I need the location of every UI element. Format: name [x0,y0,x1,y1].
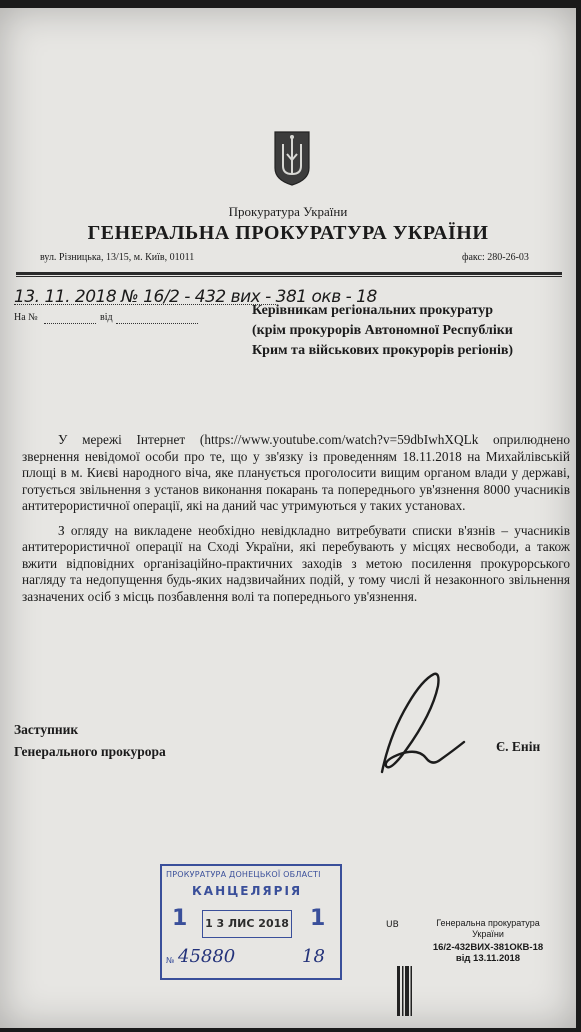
reference-date-label: від [100,312,113,323]
body-paragraph: У мережі Інтернет (https://www.youtube.com/watch?v=59dbIwhXQLk оприлюднено звернення невідомої особи про те, що у зв'язку із проведенням 18.11.2018 на Михайлівській площі в м. Києві народного віча, яке планується проголосити вищим органом влади у державі, готується звільнення з установ виконання покарань та попереднього ув'язнення 8000 учасників антитерористичної операції, які на даний час утримуються у таких установах. [22,432,570,513]
org-name-title: ГЕНЕРАЛЬНА ПРОКУРАТУРА УКРАЇНИ [87,222,489,244]
addressee-line: Керівникам регіональних прокуратур [252,303,494,318]
registration-number: 16/2-432ВИХ-381ОКВ-18 [432,942,544,953]
body-paragraph: З огляду на викладене необхідно невідкладно витребувати списки в'язнів – учасників антитерористичної операції на Сході України, які перебувають у місцях несвободи, а також вжити відповідних організаційно-практичних заходів з метою посилення прокурорського нагляду та недопущення будь-яких надзвичайних подій, у тому числі й незаконного звільнення зазначених осіб з місць позбавлення волі та попереднього ув'язнення. [22,522,570,604]
registration-prefix: UB [386,920,399,930]
letterhead-rule-thick [16,272,562,275]
stamp-org: ПРОКУРАТУРА ДОНЕЦЬКОЇ ОБЛАСТІ [166,870,321,879]
reference-date-line [116,323,198,324]
letterhead-rule-thin [16,276,562,277]
stamp-left-number: 1 [172,906,188,931]
stamp-handwritten-number: 45880 [178,946,236,967]
signatory-title [14,719,166,763]
registration-org-line: України [472,929,504,939]
signatory-title-line: Генерального прокурора [14,744,166,759]
addressee-line: (крім прокурорів Автономної Республіки [252,323,513,338]
handwritten-signature [360,664,470,784]
addressee-line: Крим та військових прокурорів регіонів) [252,343,514,358]
registration-date: від 13.11.2018 [455,953,521,964]
stamp-handwritten-suffix: 18 [302,946,325,967]
stamp-department: КАНЦЕЛЯРІЯ [192,884,303,898]
stamp-right-number: 1 [310,906,326,931]
barcode-icon [395,966,413,1016]
trident-emblem-icon [272,130,312,186]
letter-body [22,432,570,613]
electronic-registration-block [412,918,564,964]
document-page [0,8,576,1028]
signatory-title-line: Заступник [14,722,79,737]
incoming-registration-stamp [160,864,342,980]
reference-number-line [44,323,96,324]
reference-number-label: На № [14,312,38,323]
registration-org-line: Генеральна прокуратура [436,918,540,928]
org-name-small: Прокуратура України [228,204,348,219]
signatory-name: Є. Енін [496,739,541,754]
stamp-number-label: № [166,956,175,965]
org-address: вул. Різницька, 13/15, м. Київ, 01011 [40,252,195,263]
outgoing-registration-handwritten: 13. 11. 2018 № 16/2 - 432 вих - 381 окв - 18 [14,287,377,307]
addressee-block [252,301,572,361]
org-fax: факс: 280-26-03 [462,252,529,263]
registration-dotted-line [14,304,276,305]
stamp-date: 1 3 ЛИС 2018 [202,910,292,938]
